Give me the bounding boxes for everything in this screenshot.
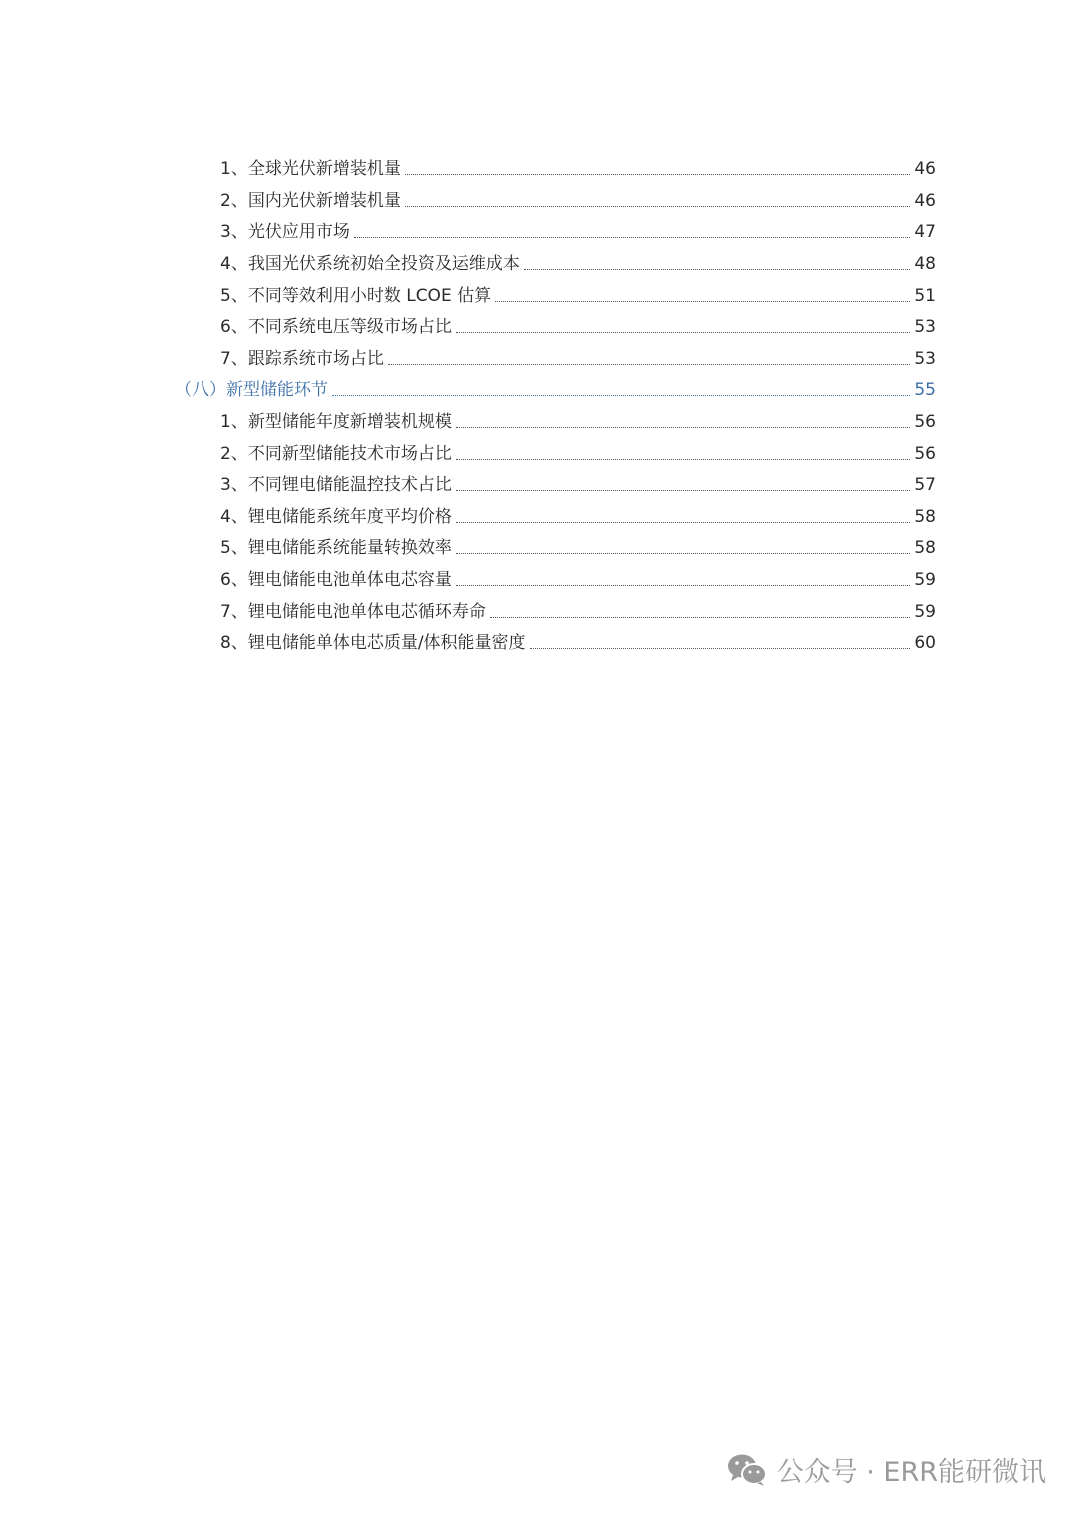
toc-page-number: 51 — [914, 285, 936, 306]
toc-dot-leader — [456, 553, 911, 554]
toc-dot-leader — [354, 237, 911, 238]
toc-page-number: 56 — [914, 412, 936, 433]
toc-entry-title: 6、锂电储能电池单体电芯容量 — [220, 570, 452, 591]
toc-dot-leader — [456, 585, 911, 586]
toc-page-number: 58 — [914, 506, 936, 527]
toc-page-number: 46 — [914, 190, 936, 211]
toc-dot-leader — [456, 427, 911, 428]
toc-entry-title: 7、锂电储能电池单体电芯循环寿命 — [220, 601, 486, 622]
toc-dot-leader — [530, 648, 911, 649]
toc-page-number: 57 — [914, 475, 936, 496]
toc-page-number: 55 — [914, 380, 936, 401]
toc-entry[interactable] — [170, 628, 936, 660]
toc-dot-leader — [456, 490, 911, 491]
toc-entry-title: 6、不同系统电压等级市场占比 — [220, 317, 452, 338]
toc-entry-title: 1、新型储能年度新增装机规模 — [220, 412, 452, 433]
toc-entry[interactable] — [170, 280, 936, 312]
toc-page-number: 59 — [914, 570, 936, 591]
toc-page-number: 53 — [914, 317, 936, 338]
toc-entry-title: 3、光伏应用市场 — [220, 222, 350, 243]
toc-page-number: 48 — [914, 254, 936, 275]
watermark-text: 公众号 · ERR能研微讯 — [776, 1457, 1046, 1488]
toc-entry[interactable] — [170, 186, 936, 218]
toc-entry[interactable] — [170, 470, 936, 502]
toc-entry[interactable] — [170, 344, 936, 376]
toc-dot-leader — [524, 269, 911, 270]
toc-page-number: 53 — [914, 348, 936, 369]
toc-page-number: 47 — [914, 222, 936, 243]
toc-entry-title: 8、锂电储能单体电芯质量/体积能量密度 — [220, 633, 526, 654]
toc-entry-title: （八）新型储能环节 — [175, 380, 328, 401]
toc-entry[interactable] — [170, 312, 936, 344]
wechat-icon — [727, 1453, 767, 1487]
toc-entry[interactable] — [170, 438, 936, 470]
toc-entry[interactable] — [170, 502, 936, 534]
toc-page-number: 46 — [914, 159, 936, 180]
toc-dot-leader — [388, 364, 911, 365]
toc-entry-title: 2、国内光伏新增装机量 — [220, 190, 401, 211]
watermark — [727, 1450, 1046, 1489]
toc-entry-title: 5、不同等效利用小时数 LCOE 估算 — [220, 285, 492, 306]
toc-entry-title: 5、锂电储能系统能量转换效率 — [220, 538, 452, 559]
toc-dot-leader — [405, 206, 911, 207]
toc-entry[interactable] — [170, 565, 936, 597]
toc-dot-leader — [490, 617, 911, 618]
toc-page-number: 59 — [914, 601, 936, 622]
toc-entry[interactable] — [170, 249, 936, 281]
table-of-contents — [170, 154, 936, 660]
toc-dot-leader — [405, 174, 911, 175]
toc-entry[interactable] — [170, 407, 936, 439]
toc-entry[interactable] — [170, 217, 936, 249]
toc-page-number: 58 — [914, 538, 936, 559]
toc-entry-title: 2、不同新型储能技术市场占比 — [220, 443, 452, 464]
toc-entry[interactable] — [170, 154, 936, 186]
toc-entry-title: 7、跟踪系统市场占比 — [220, 348, 384, 369]
toc-dot-leader — [456, 459, 911, 460]
toc-section-heading[interactable] — [170, 375, 936, 407]
toc-entry-title: 4、我国光伏系统初始全投资及运维成本 — [220, 254, 520, 275]
toc-entry[interactable] — [170, 533, 936, 565]
toc-dot-leader — [456, 332, 911, 333]
toc-entry-title: 1、全球光伏新增装机量 — [220, 159, 401, 180]
toc-entry-title: 4、锂电储能系统年度平均价格 — [220, 506, 452, 527]
toc-dot-leader — [456, 522, 911, 523]
toc-dot-leader — [495, 301, 910, 302]
toc-page-number: 60 — [914, 633, 936, 654]
toc-page-number: 56 — [914, 443, 936, 464]
toc-entry[interactable] — [170, 596, 936, 628]
toc-entry-title: 3、不同锂电储能温控技术占比 — [220, 475, 452, 496]
toc-dot-leader — [332, 395, 910, 396]
